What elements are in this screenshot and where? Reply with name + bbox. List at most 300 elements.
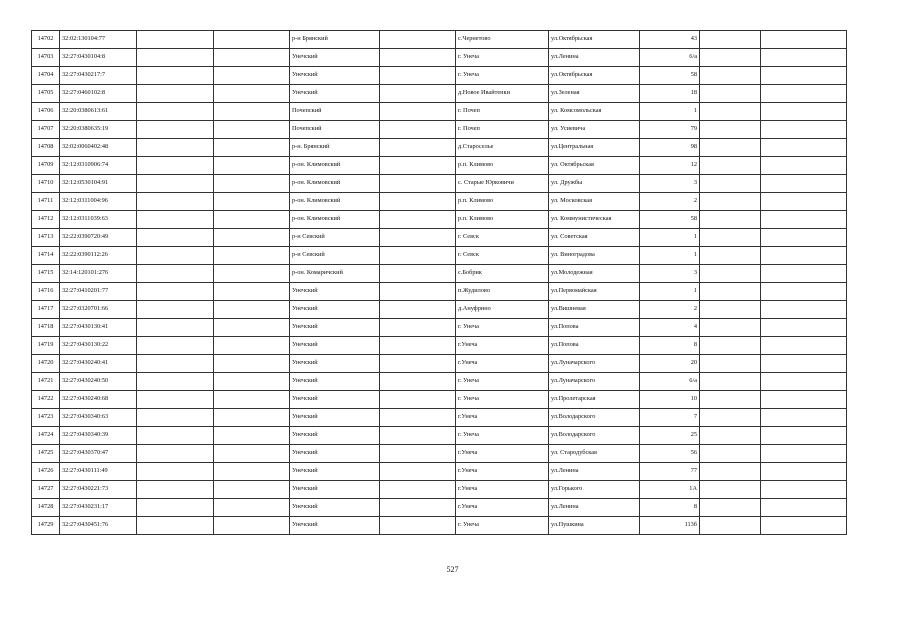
cell-id: 14726 [32, 463, 60, 481]
cell-empty [700, 337, 761, 355]
table-row [32, 103, 847, 121]
cell-locality: г.Унеча [456, 337, 549, 355]
cell-empty [380, 265, 456, 283]
cell-house-number: 6/а [640, 49, 700, 67]
table-row [32, 121, 847, 139]
table-row [32, 445, 847, 463]
cell-empty [761, 211, 847, 229]
cell-empty [761, 175, 847, 193]
cell-cadastral-number: 32:27:0430221:73 [60, 481, 137, 499]
cell-house-number: 12 [640, 157, 700, 175]
cell-district: Унечский [290, 49, 380, 67]
cell-empty [761, 121, 847, 139]
cell-empty [700, 391, 761, 409]
cell-empty [380, 247, 456, 265]
cell-cadastral-number: 32:12:0311039:63 [60, 211, 137, 229]
cell-empty [137, 445, 214, 463]
cell-locality: р.п. Климово [456, 211, 549, 229]
cell-id: 14714 [32, 247, 60, 265]
cell-empty [214, 409, 290, 427]
cell-empty [214, 499, 290, 517]
cell-empty [214, 283, 290, 301]
cell-empty [214, 481, 290, 499]
cell-street: ул. Комсомольская [549, 103, 640, 121]
cell-empty [214, 85, 290, 103]
cell-empty [380, 211, 456, 229]
cell-empty [214, 463, 290, 481]
cell-id: 14727 [32, 481, 60, 499]
cell-empty [380, 319, 456, 337]
table-row [32, 229, 847, 247]
cell-empty [700, 463, 761, 481]
cell-cadastral-number: 32:27:0430231:17 [60, 499, 137, 517]
cell-house-number: 56 [640, 445, 700, 463]
cell-district: р-н Брянский [290, 31, 380, 49]
cell-cadastral-number: 32:14:120101:276 [60, 265, 137, 283]
cell-locality: р.п. Климово [456, 157, 549, 175]
cell-locality: д.Новое Ивайтенки [456, 85, 549, 103]
cell-district: Унечский [290, 337, 380, 355]
cell-cadastral-number: 32:27:0430217:7 [60, 67, 137, 85]
cell-empty [380, 301, 456, 319]
table-row [32, 49, 847, 67]
cell-id: 14713 [32, 229, 60, 247]
cell-house-number: 6/а [640, 373, 700, 391]
cell-id: 14720 [32, 355, 60, 373]
cell-empty [700, 103, 761, 121]
page-number: 527 [446, 565, 459, 574]
cell-empty [214, 157, 290, 175]
cell-locality: г.Унеча [456, 481, 549, 499]
cell-district: р-н. Брянский [290, 139, 380, 157]
table-row [32, 373, 847, 391]
cell-empty [761, 31, 847, 49]
cell-empty [761, 139, 847, 157]
cell-empty [700, 229, 761, 247]
cell-empty [380, 139, 456, 157]
cell-cadastral-number: 32:27:0430340:63 [60, 409, 137, 427]
cell-street: ул. Усиевича [549, 121, 640, 139]
cell-id: 14725 [32, 445, 60, 463]
cell-empty [137, 31, 214, 49]
cell-empty [380, 481, 456, 499]
cell-empty [761, 157, 847, 175]
cell-empty [700, 481, 761, 499]
table-row [32, 517, 847, 535]
cell-id: 14723 [32, 409, 60, 427]
cell-empty [137, 103, 214, 121]
table-row [32, 139, 847, 157]
cell-empty [214, 301, 290, 319]
cell-id: 14721 [32, 373, 60, 391]
cell-empty [214, 445, 290, 463]
cell-cadastral-number: 32:12:0311004:96 [60, 193, 137, 211]
cell-empty [761, 445, 847, 463]
cell-empty [761, 193, 847, 211]
cell-empty [137, 157, 214, 175]
cell-empty [214, 139, 290, 157]
cell-locality: г. Унеча [456, 427, 549, 445]
cell-house-number: 1 [640, 247, 700, 265]
cell-district: Почепский [290, 103, 380, 121]
cell-cadastral-number: 32:27:0430370:47 [60, 445, 137, 463]
cell-empty [700, 211, 761, 229]
cell-locality: г. Почеп [456, 103, 549, 121]
cell-cadastral-number: 32:22:0390112:26 [60, 247, 137, 265]
cell-locality: г. Унеча [456, 49, 549, 67]
cell-district: Унечский [290, 391, 380, 409]
cell-id: 14708 [32, 139, 60, 157]
cell-empty [137, 247, 214, 265]
cell-empty [700, 31, 761, 49]
cell-street: ул.Луначарского [549, 355, 640, 373]
cell-empty [214, 247, 290, 265]
cell-cadastral-number: 32:12:0310906:74 [60, 157, 137, 175]
cell-empty [700, 499, 761, 517]
cell-street: ул.Пушкина [549, 517, 640, 535]
cell-cadastral-number: 32:27:0430451:76 [60, 517, 137, 535]
cell-empty [380, 373, 456, 391]
cell-empty [761, 49, 847, 67]
cell-id: 14722 [32, 391, 60, 409]
cell-empty [137, 517, 214, 535]
cell-empty [137, 301, 214, 319]
table-row [32, 31, 847, 49]
cell-empty [700, 301, 761, 319]
cell-empty [380, 193, 456, 211]
table-row [32, 499, 847, 517]
cell-district: р-он. Климовский [290, 193, 380, 211]
cell-empty [137, 373, 214, 391]
cell-locality: г. Унеча [456, 391, 549, 409]
cell-empty [214, 517, 290, 535]
cell-street: ул. Советская [549, 229, 640, 247]
cell-empty [137, 499, 214, 517]
table-row [32, 211, 847, 229]
cell-empty [214, 49, 290, 67]
cell-empty [761, 247, 847, 265]
cell-house-number: 58 [640, 211, 700, 229]
table-body [32, 31, 847, 535]
cell-street: ул. Дружбы [549, 175, 640, 193]
cell-empty [137, 175, 214, 193]
cell-empty [214, 319, 290, 337]
cell-cadastral-number: 32:27:0430130:41 [60, 319, 137, 337]
cell-locality: г. Севск [456, 229, 549, 247]
cell-locality: г.Унеча [456, 409, 549, 427]
table-row [32, 337, 847, 355]
cell-empty [700, 265, 761, 283]
cell-house-number: 7 [640, 409, 700, 427]
cell-street: ул.Луначарского [549, 373, 640, 391]
cell-empty [761, 229, 847, 247]
cell-empty [380, 175, 456, 193]
cell-locality: с.Бобрик [456, 265, 549, 283]
cell-empty [700, 121, 761, 139]
cell-street: ул.Центральная [549, 139, 640, 157]
cell-street: ул.Пролетарская [549, 391, 640, 409]
table-row [32, 265, 847, 283]
cell-empty [761, 355, 847, 373]
cell-empty [137, 49, 214, 67]
cell-empty [137, 391, 214, 409]
cell-district: Унечский [290, 427, 380, 445]
cell-locality: г.Унеча [456, 355, 549, 373]
cell-cadastral-number: 32:22:0390720:49 [60, 229, 137, 247]
cell-empty [137, 139, 214, 157]
cell-empty [761, 301, 847, 319]
table-row [32, 175, 847, 193]
cell-empty [700, 409, 761, 427]
cell-district: Унечский [290, 283, 380, 301]
cell-district: р-он. Климовский [290, 157, 380, 175]
cell-district: р-н Севский [290, 247, 380, 265]
cell-empty [380, 355, 456, 373]
cell-locality: г. Севск [456, 247, 549, 265]
cell-house-number: 8 [640, 499, 700, 517]
cell-street: ул.Ленина [549, 463, 640, 481]
cell-cadastral-number: 32:27:0430240:41 [60, 355, 137, 373]
cell-empty [700, 247, 761, 265]
cell-locality: д.Староселье [456, 139, 549, 157]
cell-cadastral-number: 32:12:0530104:91 [60, 175, 137, 193]
cell-cadastral-number: 32:27:0410201:77 [60, 283, 137, 301]
cell-street: ул. Коммунистическая [549, 211, 640, 229]
cell-street: ул.Горького [549, 481, 640, 499]
cell-empty [761, 517, 847, 535]
cell-id: 14710 [32, 175, 60, 193]
cell-empty [700, 319, 761, 337]
cell-empty [380, 499, 456, 517]
cell-locality: п.Жудилово [456, 283, 549, 301]
cell-house-number: 1 [640, 103, 700, 121]
cell-house-number: 3 [640, 175, 700, 193]
cell-street: ул.Ленина [549, 499, 640, 517]
cell-id: 14715 [32, 265, 60, 283]
cell-empty [700, 373, 761, 391]
cell-cadastral-number: 32:27:0430240:50 [60, 373, 137, 391]
cell-house-number: 43 [640, 31, 700, 49]
cell-district: Унечский [290, 463, 380, 481]
cell-empty [761, 103, 847, 121]
cell-district: р-он. Комаричский [290, 265, 380, 283]
cell-locality: г. Унеча [456, 373, 549, 391]
table-row [32, 391, 847, 409]
cell-district: Унечский [290, 301, 380, 319]
cell-empty [137, 121, 214, 139]
cell-house-number: 1А [640, 481, 700, 499]
cell-street: ул.Октябрьская [549, 31, 640, 49]
cell-id: 14703 [32, 49, 60, 67]
cell-street: ул.Октябрьская [549, 67, 640, 85]
cell-empty [137, 463, 214, 481]
table-row [32, 301, 847, 319]
table-row [32, 481, 847, 499]
cell-street: ул.Зеленая [549, 85, 640, 103]
cell-id: 14707 [32, 121, 60, 139]
cell-house-number: 113б [640, 517, 700, 535]
cell-street: ул.Попова [549, 337, 640, 355]
cell-house-number: 4 [640, 319, 700, 337]
cell-house-number: 20 [640, 355, 700, 373]
cell-empty [214, 175, 290, 193]
cell-empty [700, 139, 761, 157]
table-row [32, 157, 847, 175]
cell-street: ул.Володарского [549, 427, 640, 445]
cell-empty [380, 463, 456, 481]
cell-house-number: 2 [640, 193, 700, 211]
cell-empty [761, 481, 847, 499]
cell-house-number: 58 [640, 67, 700, 85]
cell-cadastral-number: 32:20:0380613:61 [60, 103, 137, 121]
cell-id: 14718 [32, 319, 60, 337]
cell-street: ул.Попова [549, 319, 640, 337]
cell-empty [700, 49, 761, 67]
cell-street: ул.Ленина [549, 49, 640, 67]
cell-locality: г. Унеча [456, 319, 549, 337]
cell-id: 14711 [32, 193, 60, 211]
cell-cadastral-number: 32:27:0430240:68 [60, 391, 137, 409]
cell-empty [137, 211, 214, 229]
cell-district: Почепский [290, 121, 380, 139]
cell-street: ул. Стародубская [549, 445, 640, 463]
cell-id: 14712 [32, 211, 60, 229]
cell-empty [380, 229, 456, 247]
cell-empty [214, 211, 290, 229]
cell-locality: с. Старые Юрковичи [456, 175, 549, 193]
cell-empty [214, 193, 290, 211]
cell-empty [700, 517, 761, 535]
cell-locality: д.Ануфрино [456, 301, 549, 319]
cell-locality: р.п. Климово [456, 193, 549, 211]
cell-empty [761, 67, 847, 85]
cell-empty [380, 517, 456, 535]
cell-empty [380, 121, 456, 139]
cell-empty [761, 319, 847, 337]
cell-id: 14704 [32, 67, 60, 85]
cell-empty [137, 337, 214, 355]
cell-empty [214, 229, 290, 247]
cell-district: р-он. Климовский [290, 211, 380, 229]
cell-empty [137, 193, 214, 211]
cell-empty [214, 391, 290, 409]
cell-empty [380, 85, 456, 103]
cell-cadastral-number: 32:27:0430340:39 [60, 427, 137, 445]
cell-house-number: 25 [640, 427, 700, 445]
cell-id: 14702 [32, 31, 60, 49]
table-row [32, 355, 847, 373]
cell-empty [214, 121, 290, 139]
cell-district: Унечский [290, 499, 380, 517]
cell-empty [761, 427, 847, 445]
cell-locality: г.Унеча [456, 499, 549, 517]
cell-house-number: 1 [640, 283, 700, 301]
cell-empty [214, 337, 290, 355]
cell-empty [137, 481, 214, 499]
cell-district: Унечский [290, 445, 380, 463]
cell-locality: г.Унеча [456, 445, 549, 463]
cell-empty [214, 373, 290, 391]
cell-empty [700, 193, 761, 211]
table-row [32, 283, 847, 301]
cell-id: 14728 [32, 499, 60, 517]
cell-empty [380, 445, 456, 463]
cell-locality: г.Унеча [456, 463, 549, 481]
cell-empty [700, 355, 761, 373]
cell-empty [380, 283, 456, 301]
cell-district: Унечский [290, 517, 380, 535]
cell-empty [761, 373, 847, 391]
table-row [32, 85, 847, 103]
cell-empty [380, 337, 456, 355]
cell-empty [700, 283, 761, 301]
cell-street: ул.Первомайская [549, 283, 640, 301]
table-row [32, 427, 847, 445]
cell-empty [761, 463, 847, 481]
cell-empty [137, 67, 214, 85]
cell-id: 14709 [32, 157, 60, 175]
table-row [32, 319, 847, 337]
cell-empty [700, 85, 761, 103]
cell-empty [761, 409, 847, 427]
cell-empty [380, 157, 456, 175]
cell-empty [761, 391, 847, 409]
cell-empty [137, 283, 214, 301]
cell-street: ул.Молодежная [549, 265, 640, 283]
cell-empty [380, 427, 456, 445]
cell-street: ул. Октябрьская [549, 157, 640, 175]
cell-district: Унечский [290, 373, 380, 391]
cell-street: ул. Виноградова [549, 247, 640, 265]
cell-street: ул.Володарского [549, 409, 640, 427]
cell-empty [380, 67, 456, 85]
cell-district: Унечский [290, 409, 380, 427]
cell-id: 14706 [32, 103, 60, 121]
cell-empty [761, 283, 847, 301]
cell-empty [137, 319, 214, 337]
cell-cadastral-number: 32:27:0430104:8 [60, 49, 137, 67]
cell-district: Унечский [290, 85, 380, 103]
cell-empty [137, 409, 214, 427]
cell-street: ул.Вишневая [549, 301, 640, 319]
cell-locality: г. Почеп [456, 121, 549, 139]
cell-id: 14724 [32, 427, 60, 445]
cell-empty [137, 355, 214, 373]
cell-empty [380, 49, 456, 67]
cell-cadastral-number: 32:02:130104:77 [60, 31, 137, 49]
cell-street: ул. Московская [549, 193, 640, 211]
table-row [32, 67, 847, 85]
cell-empty [761, 85, 847, 103]
cell-locality: с.Чернетово [456, 31, 549, 49]
cell-cadastral-number: 32:27:0320701:66 [60, 301, 137, 319]
cell-empty [214, 103, 290, 121]
cell-empty [214, 265, 290, 283]
cell-id: 14729 [32, 517, 60, 535]
table-row [32, 463, 847, 481]
cell-district: Унечский [290, 355, 380, 373]
cell-district: Унечский [290, 481, 380, 499]
cell-empty [380, 391, 456, 409]
cell-empty [380, 31, 456, 49]
cell-house-number: 77 [640, 463, 700, 481]
table-row [32, 193, 847, 211]
cell-locality: г. Унеча [456, 67, 549, 85]
cell-empty [214, 31, 290, 49]
cell-empty [214, 355, 290, 373]
cell-empty [137, 229, 214, 247]
cell-empty [380, 409, 456, 427]
